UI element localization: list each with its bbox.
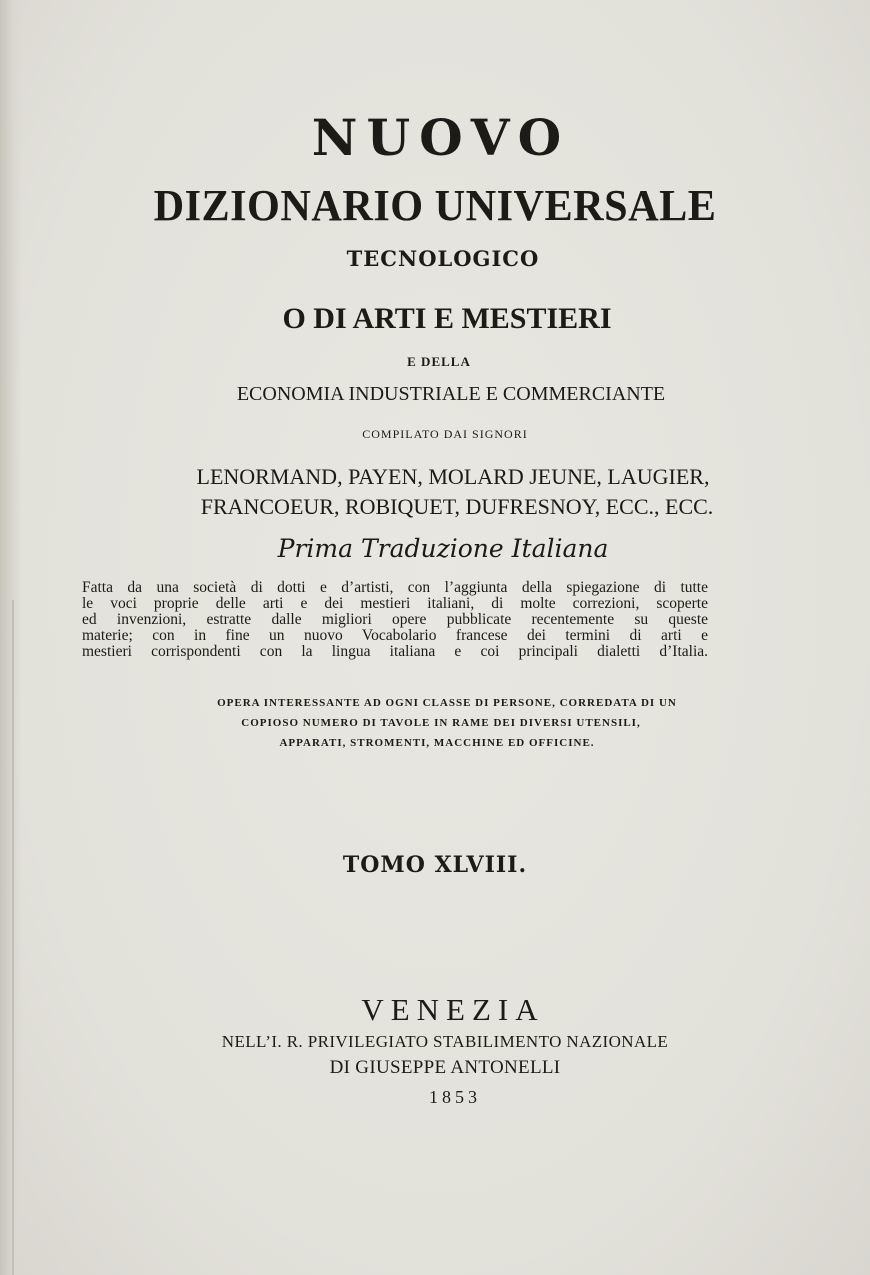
description-line: le voci proprie delle arti e dei mestieri italiani, di molte correzioni, scoperte xyxy=(82,595,708,612)
opera-line-1: OPERA INTERESSANTE AD OGNI CLASSE DI PERSONE, CORREDATA DI UN xyxy=(217,697,677,709)
compiled-by: COMPILATO DAI SIGNORI xyxy=(362,427,528,441)
description-line: ed invenzioni, estratte dalle migliori opere pubblicate recentemente su queste xyxy=(82,611,708,628)
description-paragraph xyxy=(82,580,708,660)
title-nuovo: NUOVO xyxy=(311,108,571,167)
imprint-publisher-line-2: DI GIUSEPPE ANTONELLI xyxy=(329,1057,561,1078)
description-line: materie; con in fine un nuovo Vocabolario francese dei termini di arti e xyxy=(82,627,708,644)
imprint-year: 1853 xyxy=(429,1087,481,1107)
title-arti-mestieri: O DI ARTI E MESTIERI xyxy=(282,302,612,335)
volume-number: TOMO XLVIII. xyxy=(342,852,528,878)
imprint-publisher-line-1: NELL’I. R. PRIVILEGIATO STABILIMENTO NAZIONALE xyxy=(221,1032,669,1051)
title-economia: ECONOMIA INDUSTRIALE E COMMERCIANTE xyxy=(236,383,666,405)
imprint-city: VENEZIA xyxy=(361,992,545,1027)
opera-line-2: COPIOSO NUMERO DI TAVOLE IN RAME DEI DIVERSI UTENSILI, xyxy=(241,717,641,729)
description-line: mestieri corrispondenti con la lingua italiana e coi principali dialetti d’Italia. xyxy=(82,643,708,660)
title-e-della: E DELLA xyxy=(407,354,471,369)
description-line: Fatta da una società di dotti e d’artisti, con l’aggiunta della spiegazione di tutte xyxy=(82,579,708,596)
authors-line-2: FRANCOEUR, ROBIQUET, DUFRESNOY, ECC., ECC. xyxy=(200,494,714,519)
authors-line-1: LENORMAND, PAYEN, MOLARD JEUNE, LAUGIER, xyxy=(196,464,710,489)
opera-line-3: APPARATI, STROMENTI, MACCHINE ED OFFICINE. xyxy=(279,737,595,749)
title-tecnologico: TECNOLOGICO xyxy=(346,246,540,271)
title-dizionario-universale: DIZIONARIO UNIVERSALE xyxy=(153,181,717,230)
translation-heading: Prima Traduzione Italiana xyxy=(277,534,609,563)
